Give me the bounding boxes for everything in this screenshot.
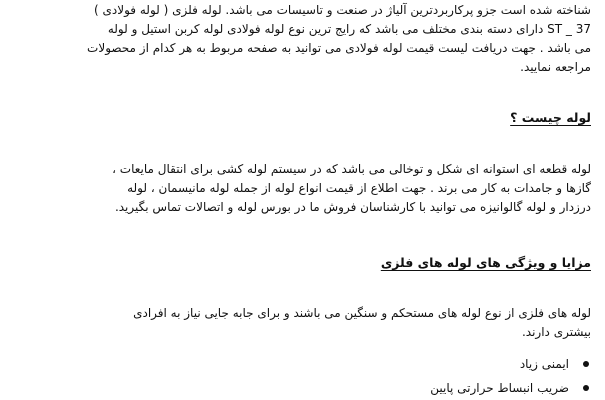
what-line-2: گازها و جامدات به کار می برند . جهت اطلاع از قیمت انواع لوله از جمله لوله مانیسمان ، لوله	[127, 181, 591, 195]
intro-paragraph	[30, 1, 591, 77]
intro-line-4: مراجعه نمایید.	[520, 60, 591, 74]
bullet-icon	[583, 361, 589, 367]
list-item	[430, 376, 591, 400]
advantages-line-1: لوله های فلزی از نوع لوله های مستحکم و سنگین می باشند و برای جابه جایی نیاز به افرادی	[133, 306, 591, 320]
bullet-icon	[583, 385, 589, 391]
what-line-3: درزدار و لوله گالوانیزه می توانید با کارشناسان فروش ما در بورس لوله و اتصالات تماس بگیرید.	[114, 200, 591, 214]
intro-line-1: شناخته شده است جزو پرکاربردترین آلیاژ در صنعت و تاسیسات می باشد. لوله فلزی ( لوله فولادی )	[94, 3, 591, 17]
list-item	[430, 352, 591, 376]
heading-what-is-pipe: لوله چیست ؟	[510, 110, 591, 125]
intro-line-2: 37 _ ST دارای دسته بندی مختلف می باشد که رایج ترین نوع لوله فولادی لوله کربن استیل و لوله	[107, 22, 591, 36]
bullet-text: ایمنی زیاد	[519, 357, 569, 371]
advantages-list	[430, 352, 591, 400]
heading-advantages: مزایا و ویژگی های لوله های فلزی	[380, 255, 591, 270]
intro-line-3: می باشد . جهت دریافت لیست قیمت لوله فولادی می توانید به صفحه مربوط به هر کدام از محصولات	[87, 41, 591, 55]
advantages-line-2: بیشتری دارند.	[521, 325, 591, 339]
what-line-1: لوله قطعه ای استوانه ای شکل و توخالی می باشد که در سیستم لوله کشی برای انتقال مایعات ،	[112, 162, 591, 176]
what-is-pipe-paragraph	[30, 160, 591, 217]
bullet-text: ضریب انبساط حرارتی پایین	[430, 381, 569, 395]
advantages-paragraph	[30, 304, 591, 342]
